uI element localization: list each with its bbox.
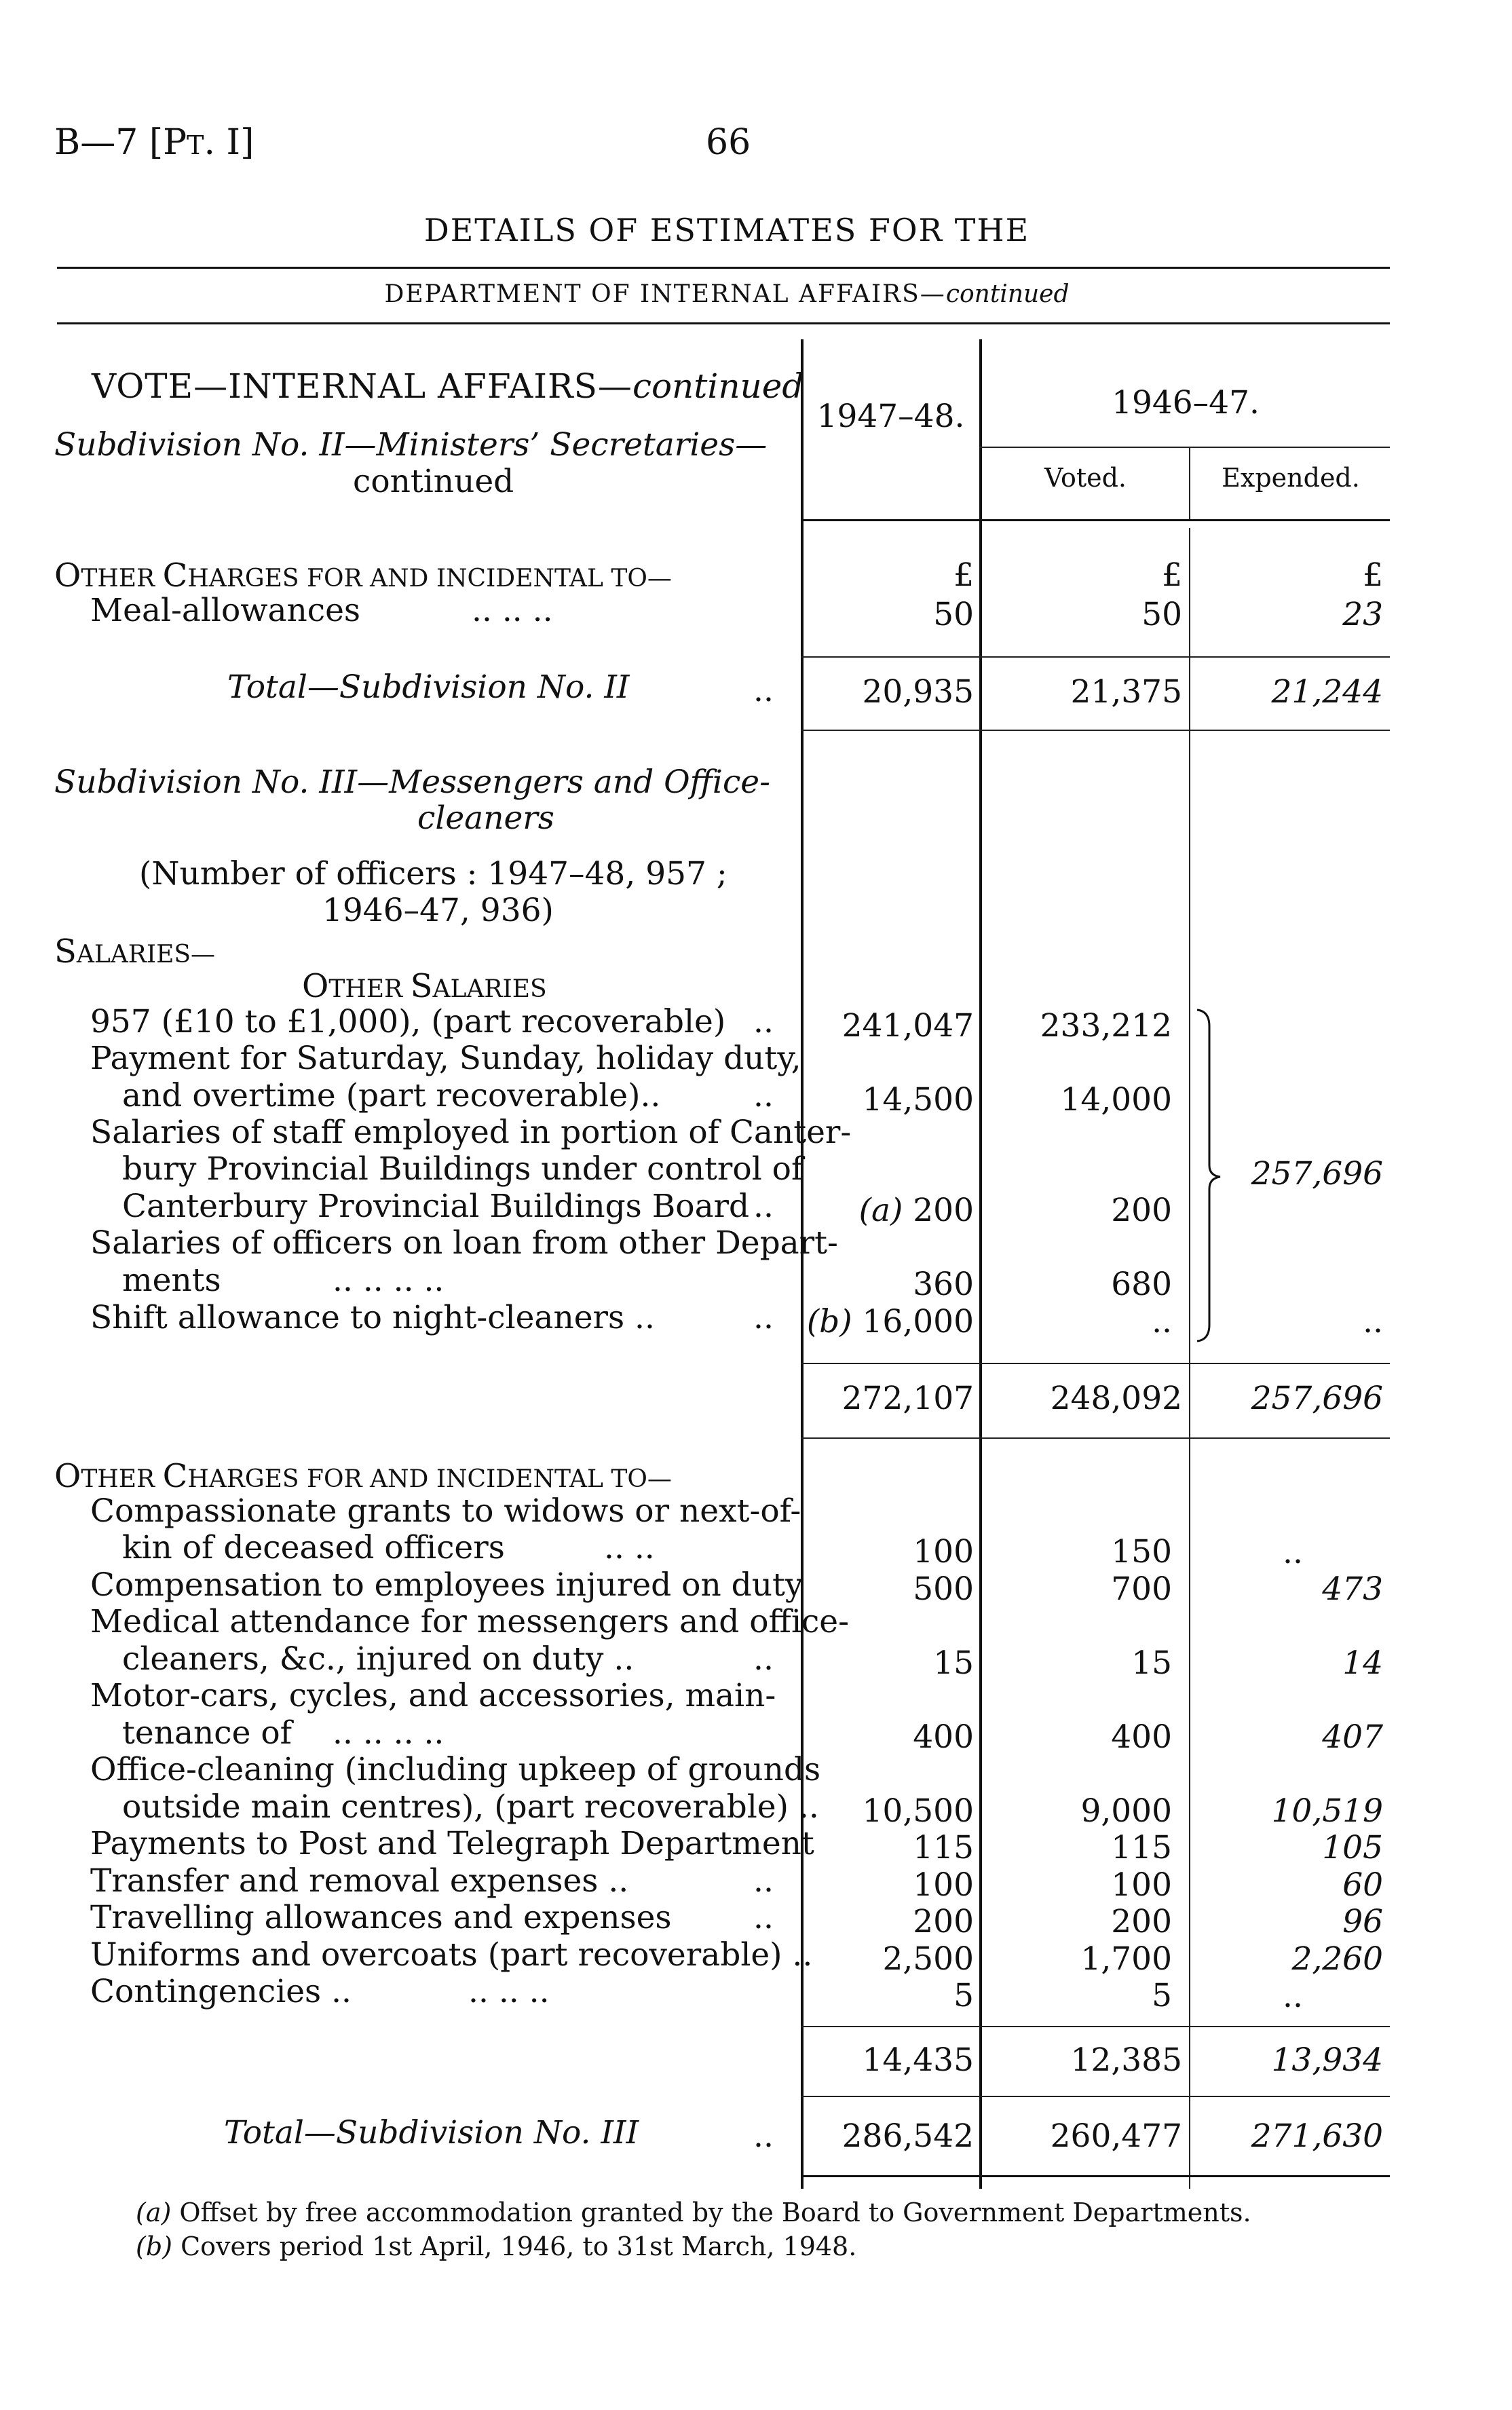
total-ii-top-rule	[801, 656, 1390, 658]
charge-row-1947: 15	[933, 1644, 974, 1682]
charges-subtotal-bottom-rule	[801, 2096, 1390, 2097]
charge-row-dots: .. ..	[604, 1529, 655, 1566]
salary-row-voted: 680	[1111, 1266, 1172, 1303]
charge-row-label: Travelling allowances and expenses	[90, 1899, 672, 1936]
other-charges-heading-1: OTHER CHARGES FOR AND INCIDENTAL TO—	[54, 557, 672, 595]
salary-row-label: ments	[122, 1262, 221, 1299]
total-ii-voted: 21,375	[1070, 673, 1182, 711]
charge-row-voted: 150	[1111, 1533, 1172, 1570]
col-header-1947: 1947–48.	[816, 398, 965, 435]
charge-row-expended: 2,260	[1291, 1940, 1383, 1978]
charge-row-expended: ..	[1283, 1534, 1303, 1571]
total-subdivision-ii-label: Total—Subdivision No. II	[227, 669, 630, 706]
total-ii-expended: 21,244	[1271, 673, 1383, 711]
col-header-expended: Expended.	[1222, 463, 1360, 493]
salary-row-1947: (a) 200	[858, 1192, 974, 1229]
title-rule	[57, 267, 1390, 269]
salaries-subtotal-bottom-rule	[801, 1437, 1390, 1439]
salary-row-label: 957 (£10 to £1,000), (part recoverable)	[90, 1003, 726, 1040]
salary-row-voted: 14,000	[1060, 1081, 1172, 1118]
meal-allowances-label: Meal-allowances	[90, 592, 361, 629]
total-subdivision-ii-dots: ..	[753, 672, 774, 709]
total-subdivision-iii-label: Total—Subdivision No. III	[224, 2114, 639, 2151]
column-rule-3-head	[1189, 448, 1190, 519]
subdivision-iii-title: Subdivision No. III—Messengers and Office-	[54, 764, 770, 801]
total-iii-expended: 271,630	[1251, 2117, 1383, 2155]
charge-row-dots: .. .. .. ..	[333, 1714, 445, 1752]
total-iii-voted: 260,477	[1050, 2117, 1182, 2155]
salary-row-dots: ..	[753, 1188, 774, 1225]
header-split-rule	[979, 447, 1390, 448]
charge-row-label: Transfer and removal expenses ..	[90, 1862, 629, 1900]
col-header-1946: 1946–47.	[1112, 384, 1260, 421]
salaries-subtotal-expended: 257,696	[1251, 1380, 1383, 1417]
pound-sign-1947: £	[953, 557, 974, 594]
other-salaries-heading: OTHER SALARIES	[302, 967, 547, 1005]
charge-row-voted: 9,000	[1080, 1792, 1172, 1830]
charges-subtotal-voted: 12,385	[1070, 2041, 1182, 2079]
column-rule-1	[801, 339, 804, 2189]
page-reference: B—7 [PT. I]	[54, 122, 254, 163]
charge-row-voted: 15	[1131, 1644, 1172, 1682]
charge-row-voted: 5	[1152, 1977, 1172, 2014]
pound-sign-voted: £	[1162, 557, 1182, 594]
charge-row-label: tenance of	[122, 1714, 292, 1752]
salary-row-1947: (b) 16,000	[806, 1303, 974, 1340]
charge-row-dots: ..	[753, 1862, 774, 1900]
footnote-b: (b) Covers period 1st April, 1946, to 31st March, 1948.	[136, 2232, 857, 2261]
charge-row-voted: 115	[1111, 1829, 1172, 1866]
charge-row-expended: 105	[1322, 1829, 1383, 1866]
salary-row-label: Salaries of staff employed in portion of Canter-	[90, 1114, 852, 1151]
charge-row-label: outside main centres), (part recoverable) ..	[122, 1788, 819, 1826]
pound-sign-expended: £	[1363, 557, 1383, 594]
salaries-subtotal-1947: 272,107	[842, 1380, 974, 1417]
charge-row-label: Medical attendance for messengers and office-	[90, 1603, 849, 1640]
charge-row-1947: 2,500	[882, 1940, 974, 1978]
charge-row-1947: 100	[913, 1866, 974, 1904]
other-charges-heading-2: OTHER CHARGES FOR AND INCIDENTAL TO—	[54, 1457, 672, 1495]
meal-allowances-voted: 50	[1141, 596, 1182, 633]
salary-row-label: Canterbury Provincial Buildings Board	[122, 1188, 750, 1225]
salary-row-label: Payment for Saturday, Sunday, holiday duty,	[90, 1040, 801, 1077]
salary-row-label: Salaries of officers on loan from other Depart-	[90, 1224, 838, 1262]
salary-row-voted: 233,212	[1040, 1007, 1172, 1044]
charge-row-expended: 10,519	[1271, 1792, 1383, 1830]
charge-row-dots: ..	[753, 1899, 774, 1936]
subdivision-ii-continued: continued	[353, 463, 514, 500]
charge-row-label: Compensation to employees injured on duty	[90, 1566, 804, 1604]
charge-row-expended: 60	[1342, 1866, 1383, 1904]
salary-row-1947: 360	[913, 1266, 974, 1303]
footnote-a: (a) Offset by free accommodation granted by the Board to Government Departments.	[136, 2198, 1251, 2227]
charge-row-voted: 200	[1111, 1903, 1172, 1940]
salary-row-dots: ..	[753, 1299, 774, 1336]
vote-title: VOTE—INTERNAL AFFAIRS—continued	[92, 366, 804, 406]
charge-row-expended: 473	[1322, 1570, 1383, 1608]
charges-subtotal-top-rule	[801, 2026, 1390, 2027]
charge-row-voted: 400	[1111, 1718, 1172, 1756]
total-ii-bottom-rule	[801, 730, 1390, 731]
department-title: DEPARTMENT OF INTERNAL AFFAIRS—continued	[384, 280, 1070, 308]
charge-row-label: Contingencies ..	[90, 1973, 352, 2010]
charge-row-1947: 100	[913, 1533, 974, 1570]
charge-row-voted: 1,700	[1080, 1940, 1172, 1978]
salary-row-dots: .. .. .. ..	[333, 1262, 445, 1299]
charge-row-1947: 10,500	[862, 1792, 974, 1830]
number-of-officers-cont: 1946–47, 936)	[322, 892, 554, 929]
charge-row-1947: 200	[913, 1903, 974, 1940]
salaries-subtotal-voted: 248,092	[1050, 1380, 1182, 1417]
salary-row-label: bury Provincial Buildings under control of	[122, 1150, 804, 1188]
charge-row-expended: 14	[1342, 1644, 1383, 1682]
col-header-voted: Voted.	[1044, 463, 1127, 493]
number-of-officers: (Number of officers : 1947–48, 957 ;	[139, 855, 727, 892]
salaries-heading: SALARIES—	[54, 933, 216, 971]
charges-subtotal-1947: 14,435	[862, 2041, 974, 2079]
salary-row-1947: 241,047	[842, 1007, 974, 1044]
salary-row-expended: ..	[1363, 1303, 1383, 1340]
meal-allowances-expended: 23	[1342, 596, 1383, 633]
charge-row-label: Uniforms and overcoats (part recoverable) ..	[90, 1936, 813, 1974]
page-title: DETAILS OF ESTIMATES FOR THE	[423, 212, 1030, 248]
subdivision-iii-title-cont: cleaners	[417, 799, 554, 837]
column-rule-3	[1189, 528, 1190, 2189]
charge-row-voted: 700	[1111, 1570, 1172, 1608]
salary-row-voted: 200	[1111, 1192, 1172, 1229]
charge-row-label: Office-cleaning (including upkeep of grounds	[90, 1751, 821, 1788]
charge-row-voted: 100	[1111, 1866, 1172, 1904]
salary-row-voted: ..	[1152, 1303, 1172, 1340]
salary-row-1947: 14,500	[862, 1081, 974, 1118]
department-rule	[57, 322, 1390, 324]
charge-row-1947: 400	[913, 1718, 974, 1756]
salary-row-label: Shift allowance to night-cleaners ..	[90, 1299, 655, 1336]
charge-row-1947: 115	[913, 1829, 974, 1866]
total-ii-1947: 20,935	[862, 673, 974, 711]
meal-allowances-dots: .. .. ..	[472, 592, 553, 629]
salary-row-dots: ..	[753, 1077, 774, 1114]
total-subdivision-iii-dots: ..	[753, 2117, 774, 2155]
charge-row-dots: .. .. ..	[468, 1973, 550, 2010]
salaries-subtotal-top-rule	[801, 1363, 1390, 1364]
charge-row-1947: 5	[953, 1977, 974, 2014]
charge-row-expended: 407	[1322, 1718, 1383, 1756]
charge-row-expended: 96	[1342, 1903, 1383, 1940]
charges-subtotal-expended: 13,934	[1271, 2041, 1383, 2079]
page-number: 66	[706, 122, 751, 163]
charge-row-label: Motor-cars, cycles, and accessories, main-	[90, 1677, 776, 1714]
charge-row-expended: ..	[1283, 1978, 1303, 2015]
meal-allowances-1947: 50	[933, 596, 974, 633]
total-iii-1947: 286,542	[842, 2117, 974, 2155]
subdivision-ii-title: Subdivision No. II—Ministers’ Secretaries—	[54, 426, 768, 464]
charge-row-1947: 500	[913, 1570, 974, 1608]
salary-row-label: and overtime (part recoverable)..	[122, 1077, 661, 1114]
charge-row-label: cleaners, &c., injured on duty ..	[122, 1640, 635, 1678]
salary-row-dots: ..	[753, 1003, 774, 1040]
charge-row-label: Compassionate grants to widows or next-of-	[90, 1492, 801, 1530]
charge-row-dots: ..	[753, 1640, 774, 1678]
charge-row-label: kin of deceased officers	[122, 1529, 505, 1566]
table-bottom-rule	[801, 2175, 1390, 2177]
charge-row-label: Payments to Post and Telegraph Department	[90, 1825, 814, 1862]
header-bottom-rule	[801, 519, 1390, 521]
salaries-expended-total: 257,696	[1251, 1155, 1383, 1192]
